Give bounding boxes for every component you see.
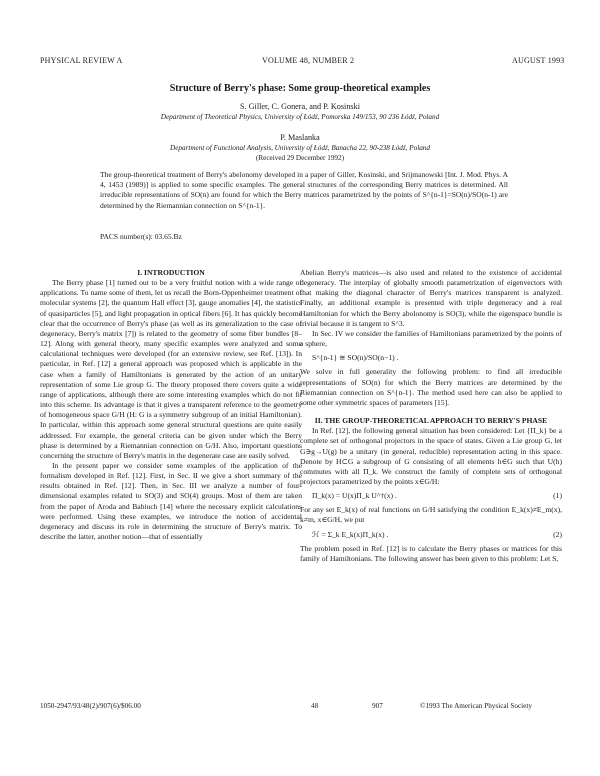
affiliation-2: Department of Functional Analysis, University of Łódź, Banacha 22, 90-238 Łódź, Poland	[170, 144, 430, 152]
volume-number: VOLUME 48, NUMBER 2	[262, 56, 355, 65]
equation-body: Π_k(x) = U(x)Π_k U^†(x) .	[312, 491, 397, 501]
copyright-notice: ©1993 The American Physical Society	[420, 702, 532, 710]
received-date: (Received 29 December 1992)	[255, 154, 344, 162]
issue-date: AUGUST 1993	[512, 56, 565, 65]
journal-name: PHYSICAL REVIEW A	[40, 56, 123, 65]
body-paragraph: In Sec. IV we consider the families of Hamiltonians parametrized by the points of a sphere,	[300, 328, 562, 349]
paper-title: Structure of Berry's phase: Some group-theoretical examples	[169, 83, 431, 94]
pacs-numbers: PACS number(s): 03.65.Bz	[100, 232, 182, 241]
body-paragraph: Abelian Berry's matrices—is also used and related to the existence of accidental degeneracy. The interplay of globally smooth parametrization of eigenvectors with that making the diagonal character of Berry's matrices transparent is analyzed. Finally, an additional example is presented with triple degeneracy and a real Hamiltonian for which the Berry abolonomy is SO(3), while the eigenspace bundle is trivial because it is tangent to S^3.	[300, 268, 562, 328]
equation-number: (1)	[553, 491, 562, 501]
section-heading: II. THE GROUP-THEORETICAL APPROACH TO BERRY'S PHASE	[314, 416, 548, 426]
body-paragraph: The problem posed in Ref. [12] is to calculate the Berry phases or matrices for this family of Hamiltonians. The following answer has been given to this problem: Let S,	[300, 543, 562, 563]
body-paragraph: We solve in full generality the following problem: to find all irreducible representations of SO(n) for which the Berry matrices are determined by the Riemannian connection on S^{n-1}. The method used here can also be applied to some other symmetric spaces of parameters [15].	[300, 367, 562, 407]
body-paragraph: In the present paper we consider some examples of the application of the formalism developed in Ref. [12]. First, in Sec. II we give a short summary of the results obtained in Ref. [12]. Then, in Sec. III we analyze a number of four-dimensional examples related to SO(3) and SO(4) groups. Most of them are taken from the paper of Aroda and Babiuch [14] where the necessary explicit calculations were performed. Using these examples, we introduce the notion of accidental degeneracy and discuss its role in determining the structure of Berry's matrix. To describe the latter, another notion—that of essentially	[40, 460, 302, 542]
volume-footer: 48	[311, 702, 319, 710]
equation	[300, 530, 562, 540]
abstract: The group-theoretical treatment of Berry's abelonomy developed in a paper of Giller, Kosinski, and Srijmanowski [Int. J. Mod. Phys. A 4, 1453 (1989)] is applied to some specific examples. The general structures of the corresponding Berry matrices is determined. All irreducible representations of SO(n) are found for which the Berry matrices parametrized by the points of S^{n-1}=SO(n)/SO(n-1) are determined by the Riemannian connection on S^{n-1}.	[100, 170, 508, 210]
section-heading: I. INTRODUCTION	[137, 268, 205, 277]
equation-body: ℋ = Σ_k E_k(x)Π_k(x) .	[312, 529, 389, 539]
page-number: 907	[372, 702, 383, 710]
body-paragraph: For any set E_k(x) of real functions on G/H satisfying the condition E_k(x)≠E_m(x), k≠m, x∈G/H, we put	[300, 505, 562, 525]
article-code: 1050-2947/93/48(2)/907(6)/$06.00	[40, 702, 141, 710]
right-column	[300, 268, 562, 564]
author-list-2: P. Maslanka	[280, 133, 320, 142]
body-paragraph: In Ref. [12], the following general situation has been considered: Let {Π_k} be a complete set of orthogonal projectors in the space of states. Given a Lie group G, let G∋g→U(g) be a unitary (in general, reducible) representation acting in this space. Denote by H⊂G a subgroup of G consisting of all elements h∈G such that U(h) commutes with all Π_k. We construct the family of complete sets of orthogonal projectors parametrized by the points x∈G/H:	[300, 426, 562, 486]
equation	[300, 353, 562, 363]
left-column	[40, 268, 302, 542]
body-paragraph: The Berry phase [1] turned out to be a very fruitful notion with a wide range of applications. To name some of them, let us recall the Born-Oppenheimer treatment of molecular systems [2], the quantum Hall effect [3], gauge anomalies [4], the statistics of quasiparticles [5], and light propagation in optical fibers [6]. It has quickly become clear that the occurrence of Berry's phase (as well as its generalization to the case of degeneracy, Berry's matrix [7]) is related to the geometry of some fiber bundles [8–12]. Along with general theory, many specific examples were analyzed and some calculational techniques were developed (for an extensive review, see Ref. [13]). In particular, in Ref. [12] a general approach was proposed which is applicable in the case when a family of Hamiltonians is generated by the action of an unitary representation of some Lie group G. The theory proposed there covers quite a wide range of applications, although there are some interesting examples which do not fit into this scheme. Its advantage is that it gives a transparent reference to the geometry of homogeneous space G/H (H: G is a symmetry subgroup of an initial Hamiltonian). In particular, within this approach some general structural questions are quite easily addressed. For example, the general criteria can be given under which the Berry phase is determined by a Riemannian connection on G/H. Also, important questions concerning the structure of Berry's matrix in the degenerate case are easily solved.	[40, 278, 302, 460]
equation-number: (2)	[553, 529, 562, 539]
affiliation-1: Department of Theoretical Physics, University of Łódź, Pomorska 149/153, 90 236 Łódź, Poland	[160, 113, 440, 121]
equation	[300, 491, 562, 501]
author-list-1: S. Giller, C. Gonera, and P. Kosinski	[240, 102, 360, 111]
equation-body: S^{n-1} ≅ SO(n)/SO(n−1) .	[312, 353, 399, 363]
